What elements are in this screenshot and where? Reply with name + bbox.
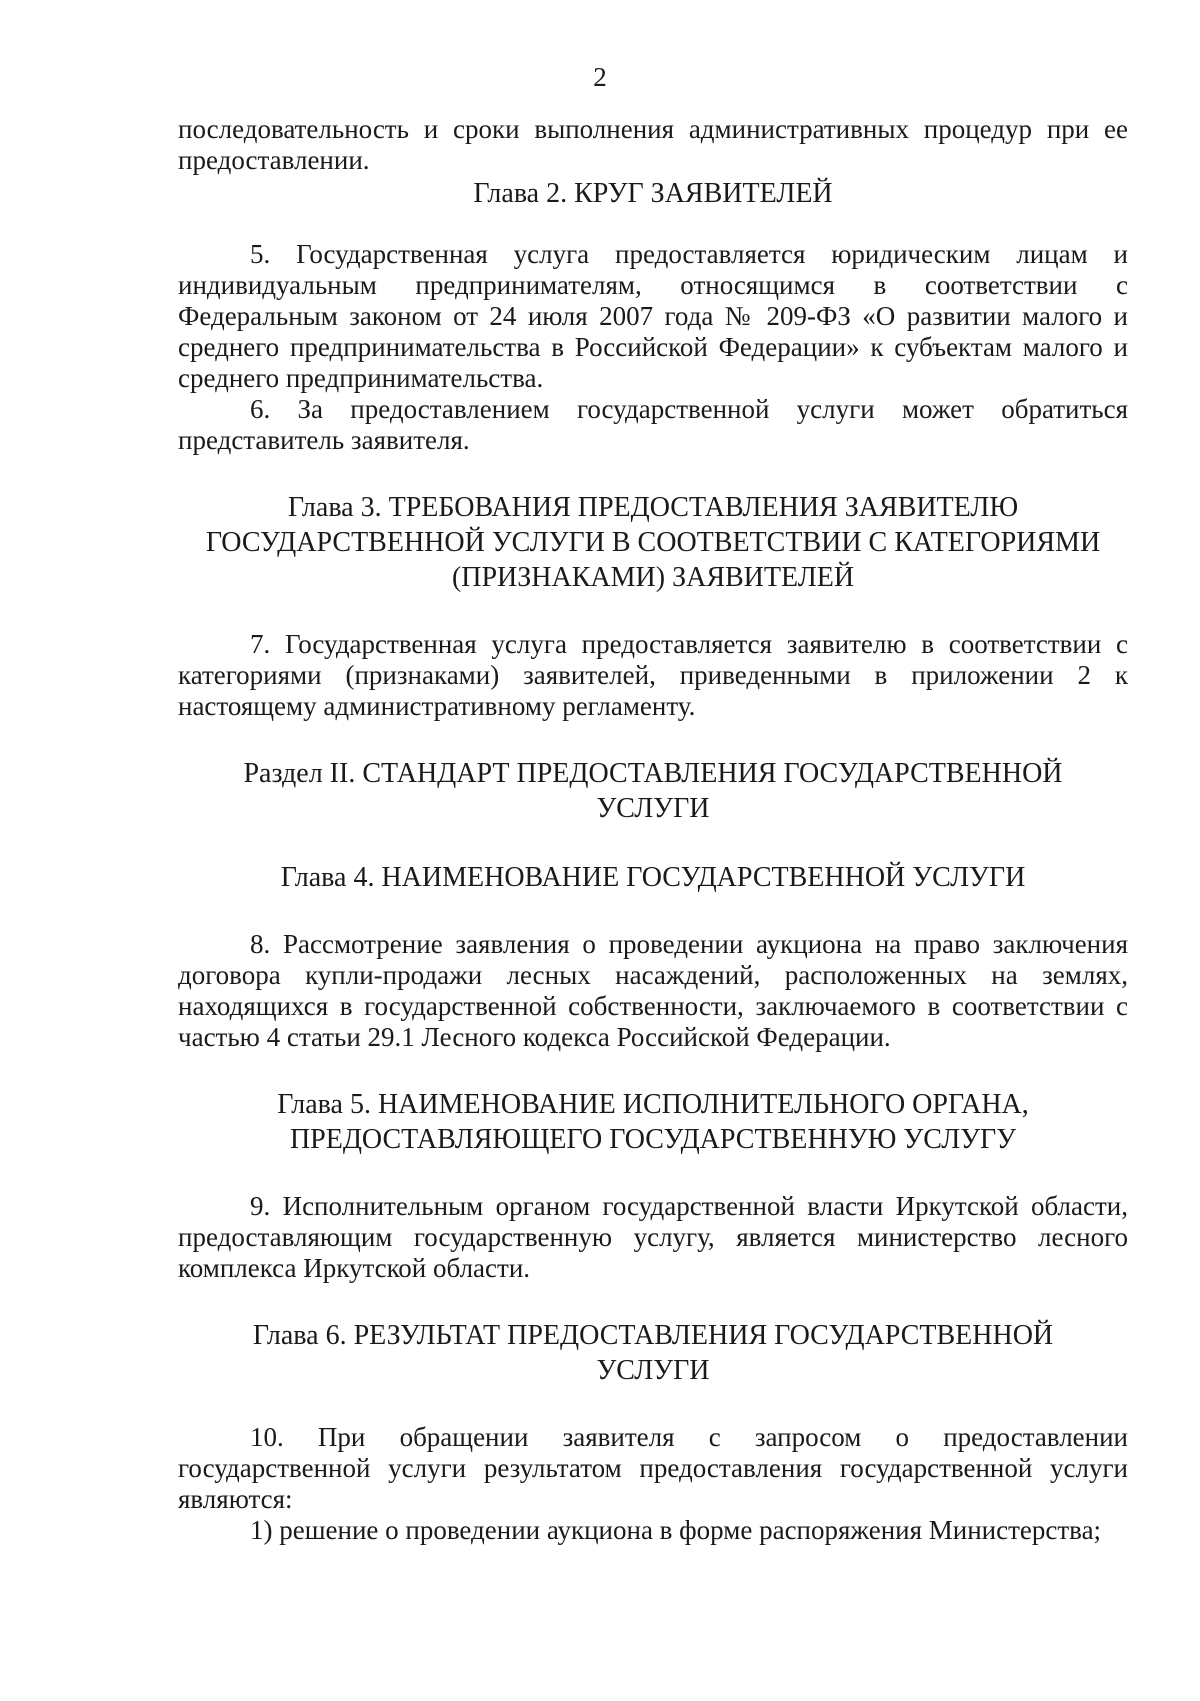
- paragraph-continued: последовательность и сроки выполнения административных процедур при ее предоставлении.: [178, 114, 1128, 175]
- paragraph-7: 7. Государственная услуга предоставляется заявителю в соответствии с категориями (признаками) заявителей, приведенными в приложении 2 к настоящему административному регламенту.: [178, 629, 1128, 721]
- heading-chapter-5-line-1: Глава 5. НАИМЕНОВАНИЕ ИСПОЛНИТЕЛЬНОГО ОРГАНА,: [277, 1089, 1029, 1120]
- heading-chapter-2: Глава 2. КРУГ ЗАЯВИТЕЛЕЙ: [473, 178, 833, 209]
- heading-chapter-4: Глава 4. НАИМЕНОВАНИЕ ГОСУДАРСТВЕННОЙ УСЛУГИ: [280, 862, 1026, 893]
- paragraph-9: 9. Исполнительным органом государственной власти Иркутской области, предоставляющим государственную услугу, является министерство лесного комплекса Иркутской области.: [178, 1191, 1128, 1283]
- heading-chapter-3-line-1: Глава 3. ТРЕБОВАНИЯ ПРЕДОСТАВЛЕНИЯ ЗАЯВИТЕЛЮ: [287, 492, 1019, 523]
- paragraph-6: 6. За предоставлением государственной услуги может обратиться представитель заявителя.: [178, 394, 1128, 455]
- document-body: [178, 114, 1128, 1546]
- heading-chapter-3-line-3: (ПРИЗНАКАМИ) ЗАЯВИТЕЛЕЙ: [451, 562, 855, 593]
- paragraph-8: 8. Рассмотрение заявления о проведении аукциона на право заключения договора купли-продажи лесных насаждений, расположенных на землях, находящихся в государственной собственности, заключаемого в соответствии с частью 4 статьи 29.1 Лесного кодекса Российской Федерации.: [178, 929, 1128, 1052]
- heading-section-2-line-1: Раздел II. СТАНДАРТ ПРЕДОСТАВЛЕНИЯ ГОСУДАРСТВЕННОЙ: [243, 758, 1063, 789]
- heading-chapter-3-line-2: ГОСУДАРСТВЕННОЙ УСЛУГИ В СООТВЕТСТВИИ С КАТЕГОРИЯМИ: [205, 527, 1101, 558]
- paragraph-5: 5. Государственная услуга предоставляется юридическим лицам и индивидуальным предпринимателям, относящимся в соответствии с Федеральным законом от 24 июля 2007 года № 209-ФЗ «О развитии малого и среднего предпринимательства в Российской Федерации» к субъектам малого и среднего предпринимательства.: [178, 239, 1128, 393]
- page-number: 2: [593, 62, 607, 92]
- heading-section-2-line-2: УСЛУГИ: [596, 793, 710, 824]
- paragraph-10: 10. При обращении заявителя с запросом о предоставлении государственной услуги результатом предоставления государственной услуги являются:: [178, 1422, 1128, 1514]
- heading-chapter-6-line-1: Глава 6. РЕЗУЛЬТАТ ПРЕДОСТАВЛЕНИЯ ГОСУДАРСТВЕННОЙ: [252, 1320, 1054, 1351]
- heading-chapter-6-line-2: УСЛУГИ: [596, 1355, 710, 1386]
- paragraph-10-item-1: 1) решение о проведении аукциона в форме распоряжения Министерства;: [250, 1515, 1102, 1545]
- heading-chapter-5-line-2: ПРЕДОСТАВЛЯЮЩЕГО ГОСУДАРСТВЕННУЮ УСЛУГУ: [289, 1124, 1017, 1155]
